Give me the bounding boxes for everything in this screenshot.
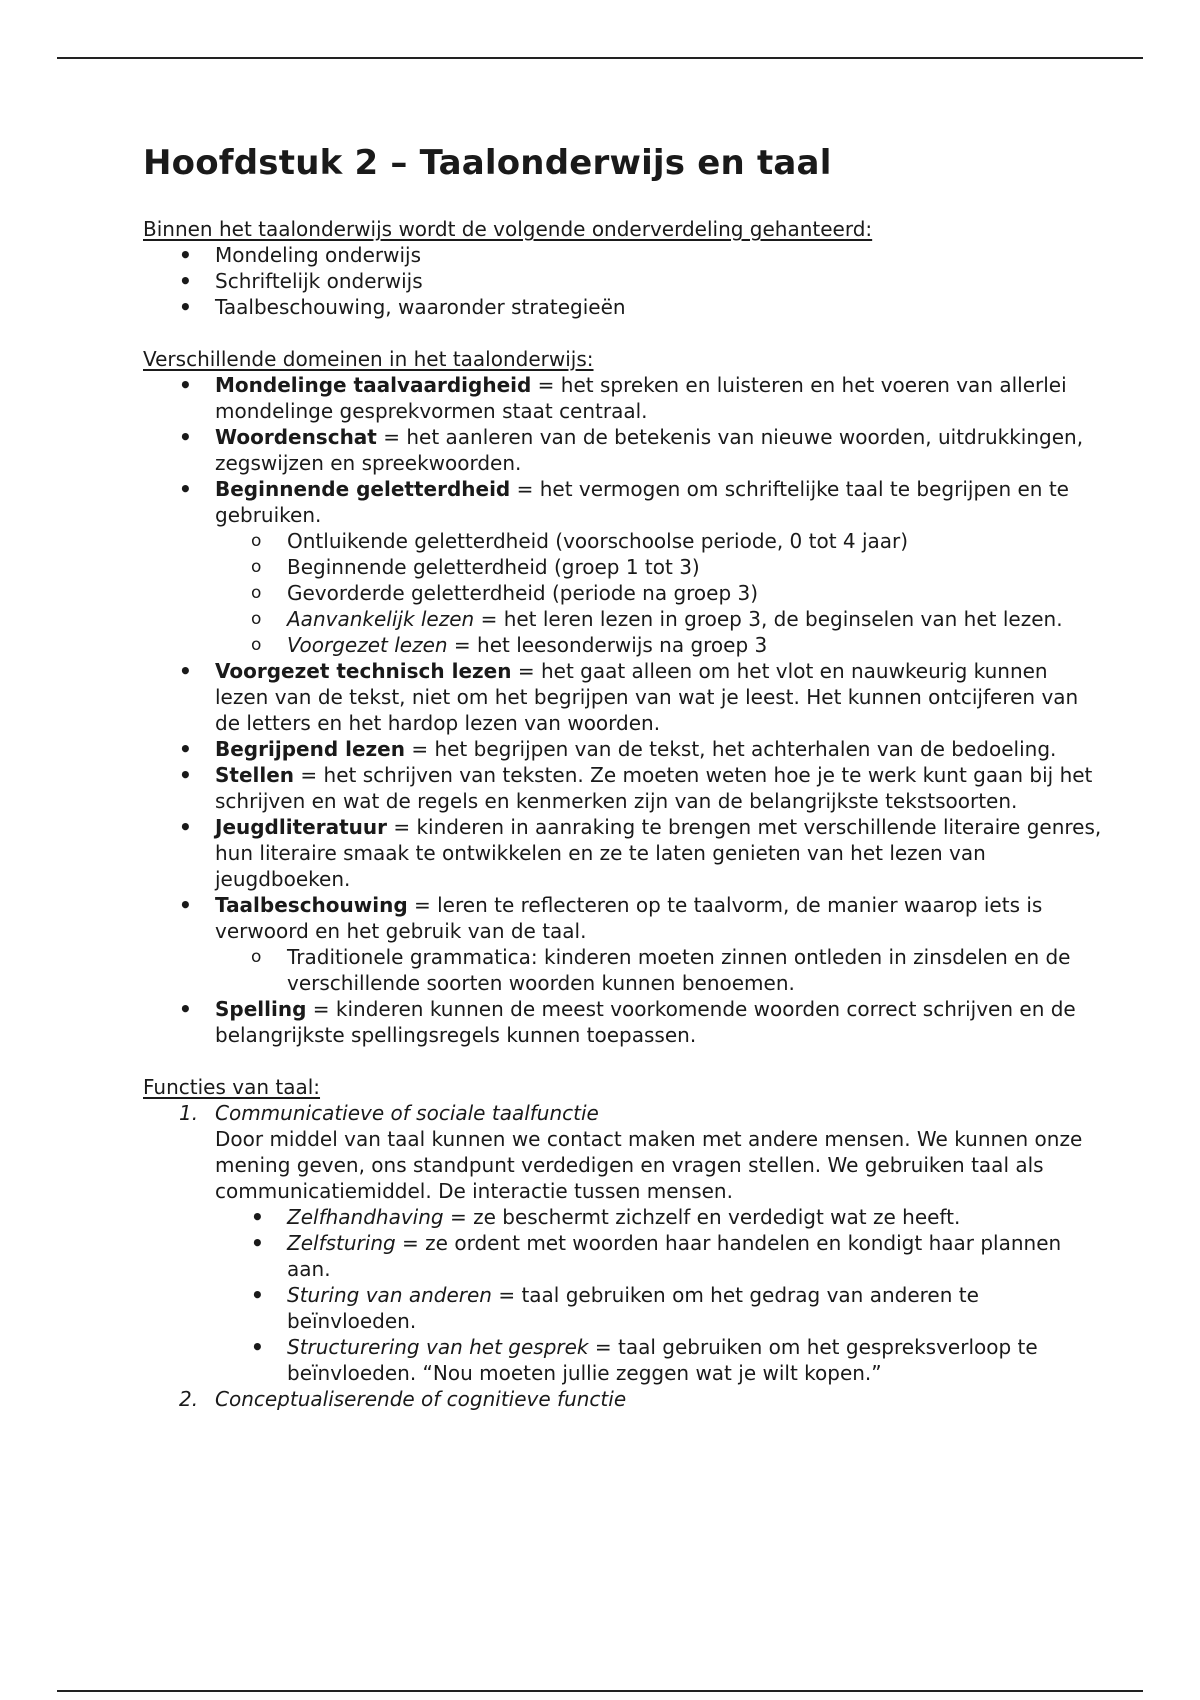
- definition: = kinderen in aanraking te brengen met verschillende literaire genres, hun literaire smaak te ontwikkelen en ze te laten genieten van het lezen van jeugdboeken.: [215, 815, 1102, 891]
- domein-begrijpend-lezen: [215, 736, 1103, 762]
- definition: = het begrijpen van de tekst, het achterhalen van de bedoeling.: [404, 737, 1057, 761]
- sub-item: [287, 632, 1103, 658]
- list-item: • Mondeling onderwijs: [215, 242, 1103, 268]
- list-item: • Taalbeschouwing, waaronder strategieën: [215, 294, 1103, 320]
- sub-item: [287, 1334, 1103, 1386]
- page-title: Hoofdstuk 2 – Taalonderwijs en taal: [143, 143, 832, 183]
- sub-item: o Ontluikende geletterdheid (voorschoolse periode, 0 tot 4 jaar): [287, 528, 1103, 554]
- sub-item: [287, 606, 1103, 632]
- term: Sturing van anderen: [287, 1283, 492, 1307]
- section-heading-functies: Functies van taal:: [143, 1075, 321, 1099]
- term: Aanvankelijk lezen: [287, 607, 475, 631]
- item-number: 1.: [179, 1101, 199, 1125]
- definition: = ze ordent met woorden haar handelen en kondigt haar plannen aan.: [287, 1231, 1062, 1281]
- term: Woordenschat: [215, 425, 377, 449]
- taalbeschouwing-sublist: [215, 944, 1103, 996]
- definition: = ze beschermt zichzelf en verdedigt wat ze heeft.: [443, 1205, 961, 1229]
- definition: = leren te reflecteren op te taalvorm, de manier waarop iets is verwoord en het gebruik van de taal.: [215, 893, 1043, 943]
- document-body: [143, 142, 1103, 1412]
- domein-stellen: [215, 762, 1103, 814]
- domein-jeugdliteratuur: [215, 814, 1103, 892]
- footer-rule: [57, 1690, 1143, 1692]
- item-number: 2.: [179, 1387, 199, 1411]
- geletterdheid-sublist: [215, 528, 1103, 658]
- term: Jeugdliteratuur: [215, 815, 387, 839]
- sub-item: o Gevorderde geletterdheid (periode na groep 3): [287, 580, 1103, 606]
- term: Voorgezet lezen: [287, 633, 448, 657]
- term: Voorgezet technisch lezen: [215, 659, 512, 683]
- sub-item: [287, 1230, 1103, 1282]
- term: Stellen: [215, 763, 295, 787]
- term: Zelfhandhaving: [287, 1205, 444, 1229]
- domein-woordenschat: [215, 424, 1103, 476]
- definition: = taal gebruiken om het gedrag van anderen te beïnvloeden.: [287, 1283, 979, 1333]
- functie-title: Communicatieve of sociale taalfunctie: [215, 1101, 599, 1125]
- term: Spelling: [215, 997, 307, 1021]
- functie-title: Conceptualiserende of cognitieve functie: [215, 1387, 627, 1411]
- definition: = het schrijven van teksten. Ze moeten weten hoe je te werk kunt gaan bij het schrijven en wat de regels en kenmerken zijn van de belangrijkste tekstsoorten.: [215, 763, 1093, 813]
- functies-list: [143, 1100, 1103, 1412]
- term: Structurering van het gesprek: [287, 1335, 589, 1359]
- definition: = het aanleren van de betekenis van nieuwe woorden, uitdrukkingen, zegswijzen en spreekwoorden.: [215, 425, 1084, 475]
- sub-item: o Beginnende geletterdheid (groep 1 tot 3): [287, 554, 1103, 580]
- sub-item: [287, 1204, 1103, 1230]
- definition: = het gaat alleen om het vlot en nauwkeurig kunnen lezen van de tekst, niet om het begrijpen van wat je leest. Het kunnen ontcijferen van de letters en het hardop lezen van woorden.: [215, 659, 1079, 735]
- sub-item: o Traditionele grammatica: kinderen moeten zinnen ontleden in zinsdelen en de verschillende soorten woorden kunnen benoemen.: [287, 944, 1103, 996]
- functie-item: [179, 1100, 1103, 1386]
- term: Beginnende geletterdheid: [215, 477, 511, 501]
- domein-technisch-lezen: [215, 658, 1103, 736]
- domeinen-list: [143, 372, 1103, 1048]
- definition: = het vermogen om schriftelijke taal te begrijpen en te gebruiken.: [215, 477, 1069, 527]
- definition: = het leesonderwijs na groep 3: [447, 633, 768, 657]
- domein-taalbeschouwing: [215, 892, 1103, 996]
- section-heading-domeinen: Verschillende domeinen in het taalonderwijs:: [143, 347, 594, 371]
- domein-spelling: [215, 996, 1103, 1048]
- section-heading-onderverdeling: Binnen het taalonderwijs wordt de volgende onderverdeling gehanteerd:: [143, 217, 873, 241]
- header-rule: [57, 57, 1143, 59]
- definition: = taal gebruiken om het gespreksverloop te beïnvloeden. “Nou moeten jullie zeggen wat je wilt kopen.”: [287, 1335, 1038, 1385]
- domein-geletterdheid: [215, 476, 1103, 658]
- definition: = het spreken en luisteren en het voeren van allerlei mondelinge gesprekvormen staat centraal.: [215, 373, 1067, 423]
- list-item: • Schriftelijk onderwijs: [215, 268, 1103, 294]
- term: Zelfsturing: [287, 1231, 396, 1255]
- definition: = kinderen kunnen de meest voorkomende woorden correct schrijven en de belangrijkste spellingsregels kunnen toepassen.: [215, 997, 1076, 1047]
- definition: = het leren lezen in groep 3, de beginselen van het lezen.: [474, 607, 1063, 631]
- sub-item: [287, 1282, 1103, 1334]
- domein-mondeling: [215, 372, 1103, 424]
- onderverdeling-list: [143, 242, 1103, 320]
- term: Begrijpend lezen: [215, 737, 405, 761]
- functie-text: Door middel van taal kunnen we contact maken met andere mensen. We kunnen onze mening geven, ons standpunt verdedigen en vragen stellen. We gebruiken taal als communicatiemiddel. De interactie tussen mensen.: [215, 1127, 1083, 1203]
- functie-item: [179, 1386, 1103, 1412]
- term: Mondelinge taalvaardigheid: [215, 373, 532, 397]
- term: Taalbeschouwing: [215, 893, 408, 917]
- functie-sublist: [215, 1204, 1103, 1386]
